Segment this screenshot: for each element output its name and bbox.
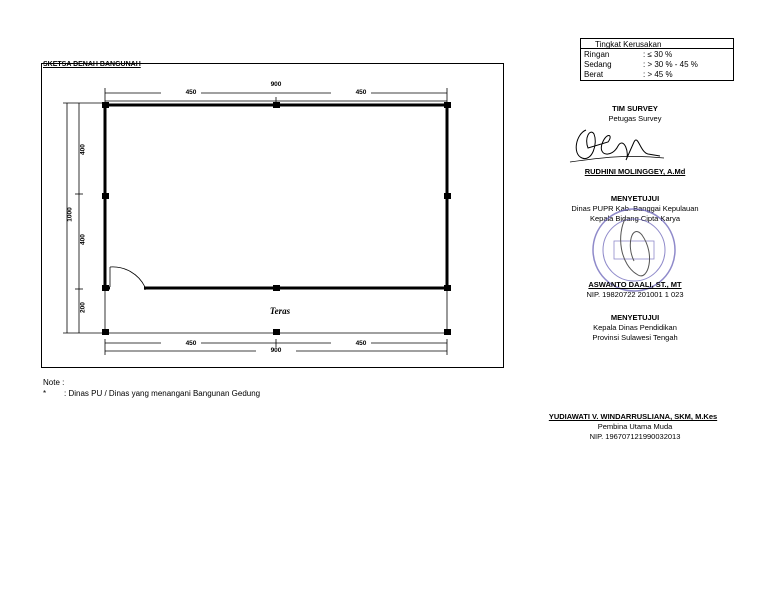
survey-role: Petugas Survey (608, 114, 662, 123)
building-walls (105, 105, 447, 333)
legend-divider (580, 48, 734, 49)
dim-top-left: 450 (185, 89, 197, 96)
columns (102, 102, 451, 335)
legend-label: Ringan (584, 50, 610, 59)
survey-heading: TIM SURVEY (612, 104, 658, 113)
approval1-org-line2: Kepala Bidang Cipta Karya (589, 214, 681, 223)
legend-label: Berat (584, 70, 604, 79)
approval2-line2: Provinsi Sulawesi Tengah (592, 333, 678, 342)
legend-value: : ≤ 30 % (643, 50, 673, 59)
dim-left-lower: 200 (79, 302, 87, 313)
dim-top-total: 900 (270, 81, 282, 88)
legend-label: Sedang (584, 60, 612, 69)
terrace-label: Teras (269, 306, 291, 316)
dim-left-middle: 400 (79, 234, 87, 245)
dim-bottom-total: 900 (270, 347, 282, 354)
approval2-rank: Pembina Utama Muda (597, 422, 673, 431)
dim-left-total: 1000 (66, 207, 74, 222)
legend-value: : > 30 % - 45 % (643, 60, 698, 69)
survey-name: RUDHINI MOLINGGEY, A.Md (584, 167, 686, 176)
damage-legend (580, 38, 734, 81)
approval1-org-line1: Dinas PUPR Kab. Banggai Kepulauan (571, 204, 699, 213)
legend-row (584, 70, 673, 79)
approval2-name: YUDIAWATI V. WINDARRUSLIANA, SKM, M.Kes (548, 412, 718, 421)
sketch-title: SKETSA DENAH BANGUNAH (43, 61, 141, 68)
note-label: Note : (43, 378, 65, 387)
floor-plan (41, 63, 504, 368)
approval1-name: ASWANTO DAALI, ST., MT (588, 280, 682, 289)
approval1-nip: NIP. 19820722 201001 1 023 (586, 290, 684, 299)
legend-header: Tingkat Kerusakan (595, 40, 662, 49)
legend-value: : > 45 % (643, 70, 673, 79)
approval2-heading: MENYETUJUI (610, 313, 660, 322)
note-bullet: * (43, 389, 47, 398)
note-text: : Dinas PU / Dinas yang menangani Bangunan Gedung (64, 389, 261, 398)
legend-row (584, 60, 698, 69)
dim-top-right: 450 (355, 89, 367, 96)
dim-bottom-left: 450 (185, 340, 197, 347)
dim-bottom-right: 450 (355, 340, 367, 347)
approval1-heading: MENYETUJUI (610, 194, 660, 203)
approval2-nip: NIP. 196707121990032013 (589, 432, 681, 441)
survey-signature (568, 124, 678, 168)
legend-row (584, 50, 673, 59)
dim-left-upper: 400 (79, 144, 87, 155)
approval2-line1: Kepala Dinas Pendidikan (593, 323, 677, 332)
